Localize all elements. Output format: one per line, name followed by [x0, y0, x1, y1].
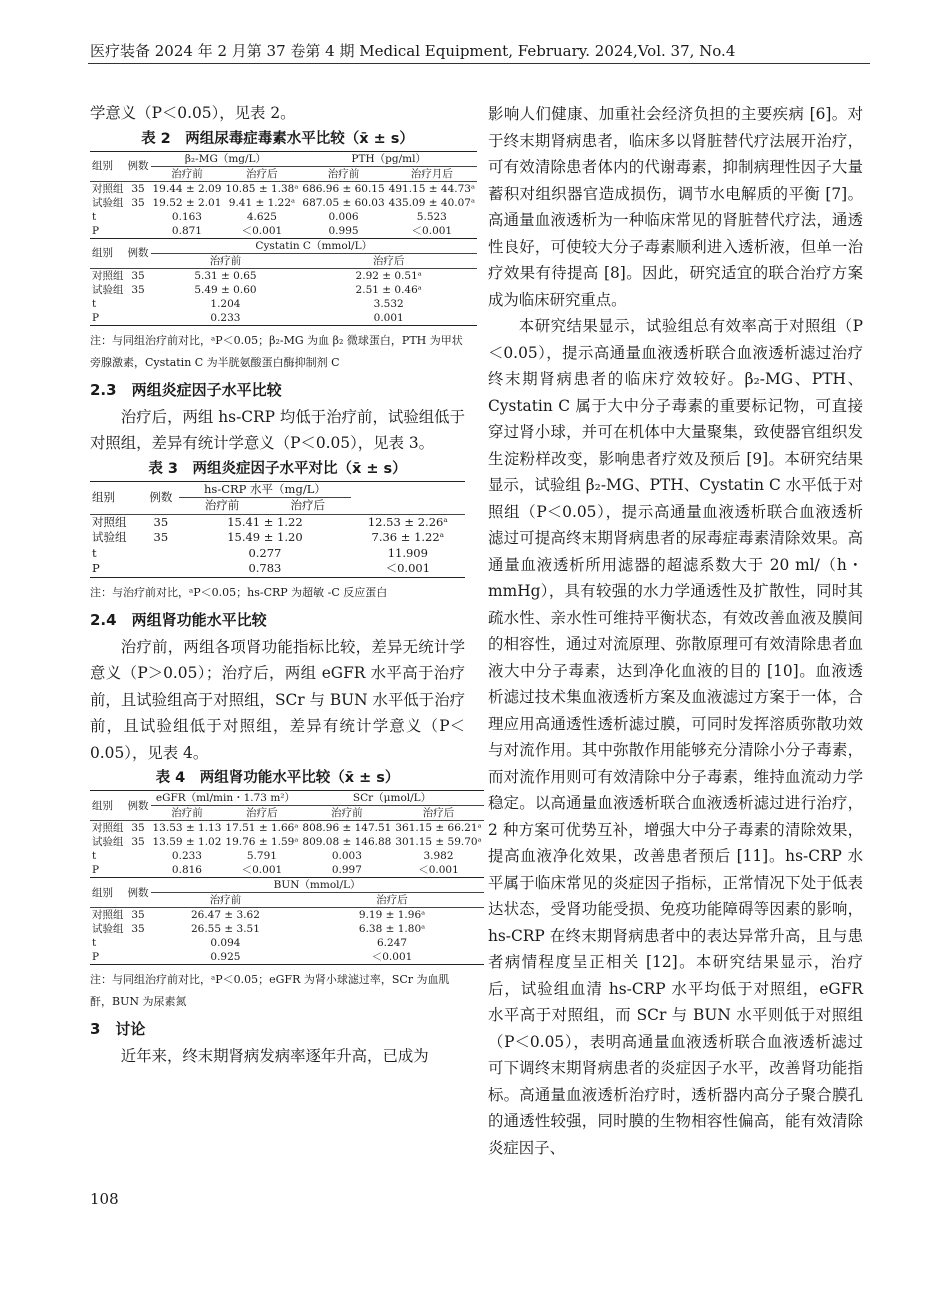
right-column — [488, 101, 863, 1161]
table-cell: P — [92, 864, 100, 876]
table-row — [90, 311, 477, 326]
section-2-4-paragraph: 治疗前，两组各项肾功能指标比较，差异无统计学意义（P＞0.05）；治疗后，两组 eGFR 水平高于治疗前，且试验组高于对照组，SCr 与 BUN 水平低于治疗前，且试验组低于对照组，差异有统计学意义（P＜0.05），见表 4。 — [90, 637, 465, 762]
table-cell: 12.53 ± 2.26ᵃ — [367, 514, 448, 529]
table-cell: 10.85 ± 1.38ᵃ — [225, 182, 299, 195]
table-cell: 9.19 ± 1.96ᵃ — [358, 909, 426, 921]
table-cell: 对照组 — [92, 182, 124, 195]
table-cell — [126, 224, 151, 239]
table-cell: 809.08 ± 146.88 — [302, 836, 392, 848]
left-column — [90, 100, 482, 1070]
table-cell: 35 — [131, 283, 145, 296]
table-cell: t — [92, 545, 97, 560]
table-cell: 1.204 — [210, 297, 241, 310]
running-header: 医疗装备 2024 年 2 月第 37 卷第 4 期 Medical Equipment, February. 2024,Vol. 37, No.4 — [90, 42, 736, 60]
table-cell: 0.163 — [171, 210, 202, 223]
table4-body2 — [90, 908, 484, 965]
table-cell: t — [92, 937, 97, 949]
table-cell: 35 — [153, 530, 169, 544]
table-cell: 13.53 ± 1.13 — [152, 822, 222, 834]
table-cell: 35 — [131, 923, 145, 935]
th-group: 组别 — [92, 160, 113, 172]
intro-paragraph: 学意义（P＜0.05），见表 2。 — [90, 104, 296, 122]
table2-body — [90, 181, 477, 238]
table2-caption: 表 2 两组尿毒症毒素水平比较（x̄ ± s） — [141, 130, 414, 147]
table-cell: 0.001 — [373, 311, 404, 324]
table-cell: 试验组 — [92, 196, 124, 209]
table-row — [90, 514, 465, 530]
th-n: 例数 — [127, 247, 149, 259]
table-cell — [126, 297, 151, 311]
table-row — [90, 283, 477, 297]
th-n: 例数 — [127, 799, 149, 812]
th-before: 治疗前 — [171, 807, 203, 819]
th-group: 组别 — [92, 886, 113, 899]
table-cell: 0.816 — [171, 864, 202, 876]
table2-body2 — [90, 268, 477, 325]
table-cell: 15.49 ± 1.20 — [227, 530, 303, 544]
th-after: 治疗后 — [376, 894, 408, 906]
th-n: 例数 — [127, 886, 149, 899]
table-cell: t — [92, 210, 97, 223]
table-cell: 35 — [131, 836, 145, 848]
section-3-paragraph: 近年来，终末期肾病发病率逐年升高，已成为 — [120, 1047, 429, 1065]
table-row — [90, 863, 484, 878]
table-cell: 试验组 — [92, 836, 124, 848]
th-after: 治疗月后 — [410, 167, 453, 180]
table-cell: 19.44 ± 2.09 — [152, 182, 222, 195]
table-cell: 35 — [131, 909, 145, 921]
table-row — [90, 849, 484, 863]
table-cell: ＜0.001 — [385, 561, 431, 575]
table-cell: 0.925 — [210, 951, 241, 963]
table-cell — [126, 936, 151, 950]
table-cell: 对照组 — [92, 909, 124, 921]
table-cell: ＜0.001 — [418, 864, 459, 876]
table-row — [90, 950, 484, 965]
table-cell: 687.05 ± 60.03 — [302, 196, 385, 209]
table-cell: 35 — [131, 196, 145, 209]
table-cell: 35 — [131, 182, 145, 195]
page-number: 108 — [90, 1190, 119, 1208]
table-cell: 0.997 — [331, 864, 362, 876]
table-cell: 0.003 — [331, 850, 362, 862]
table-cell — [126, 210, 151, 224]
table-cell: 0.006 — [328, 210, 359, 223]
table-cell — [126, 849, 151, 863]
th-pth: PTH（pg/ml） — [300, 151, 477, 166]
table-row — [90, 181, 477, 196]
discussion-paragraph-1: 影响人们健康、加重社会经济负担的主要疾病 [6]。对于终末期肾病患者，临床多以肾脏替代疗法展开治疗，可有效清除患者体内的代谢毒素，抑制病理性因子大量蓄积对组织器官造成损伤，调节水电解质的平衡 [7]。高通量血液透析为一种临床常见的肾脏替代疗法，通透性良好，可使较大分子毒素顺利进入透析液，但单一治疗效果有待提高 [8]。因此，研究适宜的联合治疗方案成为临床研究重点。 — [488, 105, 863, 309]
header-rule — [88, 63, 870, 64]
table3-body — [90, 514, 465, 577]
table-cell: 6.38 ± 1.80ᵃ — [358, 923, 426, 935]
table-cell: t — [92, 297, 97, 310]
table-cell — [126, 863, 151, 878]
table-cell — [142, 561, 179, 577]
th-b2mg: β₂-MG（mg/L） — [151, 151, 301, 166]
section-2-3-heading: 2.3 两组炎症因子水平比较 — [90, 380, 282, 399]
table-cell: ＜0.001 — [371, 951, 413, 963]
table-row — [90, 268, 477, 283]
table-cell: 11.909 — [387, 545, 428, 560]
table-cell — [126, 950, 151, 965]
table-cell: P — [92, 951, 100, 963]
table-cell: 435.09 ± 40.07ᵃ — [388, 196, 475, 209]
table-row — [90, 297, 477, 311]
table-row — [90, 908, 484, 923]
th-before: 治疗前 — [209, 894, 242, 906]
table-cell: 对照组 — [92, 514, 127, 529]
th-after: 治疗后 — [422, 807, 455, 819]
table3 — [90, 481, 465, 578]
discussion-paragraph-2: 本研究结果显示，试验组总有效率高于对照组（P＜0.05），提示高通量血液透析联合血液透析滤过治疗终末期肾病患者的临床疗效较好。β₂-MG、PTH、Cystatin C 属于大中分子毒素的重要标记物，可直接穿过肾小球，并可在机体中大量聚集，致使器官组织发生淀粉样改变，影响患者疗效及预后 [9]。本研究结果显示，试验组 β₂-MG、PTH、Cystatin C 水平低于对照组（P＜0.05），提示高通量血液透析联合血液透析滤过可提高终末期肾病患者的尿毒症毒素清除效果。高通量血液透析所用滤器的超滤系数大于 20 ml/（h・mmHg），具有较强的水力学通透性及扩散性，同时其疏水性、亲水性可维持平衡状态，有效改善血液及膜间的相容性，通过对流原理、弥散原理可有效清除患者血液大中分子毒素，达到净化血液的目的 [10]。血液透析滤过技术集血液透析方案及血液滤过方案于一体，合理应用高通透性透析滤过膜，可同时发挥溶质弥散功效与对流作用。其中弥散作用能够充分清除小分子毒素，而对流作用则可有效清除中分子毒素，维持血流动力学稳定。以高通量血液透析联合血液透析滤过进行治疗，2 种方案可优势互补，增强大中分子毒素的清除效果，提高血液净化效果，改善患者预后 [11]。hs-CRP 水平属于临床常见的炎症因子指标，正常情况下处于低表达状态，受肾功能受损、免疫功能障碍等因素的影响，hs-CRP 在终末期肾病患者中的表达异常升高，且与患者病情程度呈正相关 [12]。本研究结果显示，治疗后，试验组血清 hs-CRP 水平均低于对照组，eGFR 水平高于对照组，而 SCr 与 BUN 水平则低于对照组（P＜0.05），表明高通量血液透析联合血液透析滤过可下调终末期肾病患者的炎症因子水平，改善肾功能指标。高通量血液透析治疗时，透析器内高分子聚合膜孔的通透性较强，同时膜的生物相容性偏高，能有效清除炎症因子、 — [488, 317, 863, 1157]
table-cell: 2.51 ± 0.46ᵃ — [355, 283, 422, 296]
table-cell: 361.15 ± 66.21ᵃ — [395, 822, 482, 834]
th-bun: BUN（mmol/L） — [151, 878, 484, 893]
table-cell: 0.094 — [210, 937, 241, 949]
table-cell: 301.15 ± 59.70ᵃ — [395, 836, 482, 848]
table-cell: 35 — [131, 822, 145, 834]
table-cell: 7.36 ± 1.22ᵃ — [371, 530, 445, 544]
table-cell — [142, 546, 179, 562]
table-cell: 试验组 — [92, 923, 124, 935]
table-cell: 0.995 — [328, 224, 359, 237]
table-cell — [126, 311, 151, 326]
table-row — [90, 196, 477, 210]
table-cell: ＜0.001 — [241, 224, 283, 237]
table-cell: 0.233 — [210, 311, 241, 324]
table2-note: 注：与同组治疗前对比，ᵃP＜0.05；β₂-MG 为血 β₂ 微球蛋白，PTH 为甲状旁腺激素，Cystatin C 为半胱氨酸蛋白酶抑制剂 C — [90, 333, 463, 369]
table2 — [90, 151, 477, 326]
table-cell: 6.247 — [377, 937, 408, 949]
table-cell: 13.59 ± 1.02 — [152, 836, 222, 848]
table-cell: 5.791 — [246, 850, 277, 862]
table-cell: 试验组 — [92, 530, 127, 544]
table-cell: 19.52 ± 2.01 — [152, 196, 222, 209]
table4 — [90, 790, 484, 965]
table3-caption: 表 3 两组炎症因子水平对比（x̄ ± s） — [148, 460, 407, 477]
table-cell: 15.41 ± 1.22 — [227, 514, 303, 529]
table-row — [90, 922, 484, 936]
table-cell: P — [92, 561, 100, 575]
table-cell: 对照组 — [92, 822, 124, 834]
table4-body — [90, 821, 484, 878]
table-row — [90, 561, 465, 577]
table-cell: 26.47 ± 3.62 — [190, 909, 260, 921]
table-cell: 9.41 ± 1.22ᵃ — [228, 196, 296, 209]
th-after: 治疗后 — [372, 254, 405, 267]
th-before: 治疗前 — [171, 167, 203, 180]
table-row — [90, 821, 484, 836]
table-row — [90, 936, 484, 950]
table-cell: P — [92, 224, 100, 237]
table-cell: 4.625 — [246, 210, 277, 223]
th-before: 治疗前 — [209, 254, 242, 267]
table-cell: 5.523 — [416, 210, 447, 223]
table-cell: 2.92 ± 0.51ᵃ — [355, 269, 422, 282]
th-group: 组别 — [92, 489, 115, 504]
th-cystatin: Cystatin C（mmol/L） — [151, 238, 478, 253]
table-cell: 17.51 ± 1.66ᵃ — [225, 822, 299, 834]
th-before: 治疗前 — [331, 807, 363, 819]
th-egfr: eGFR（ml/min・1.73 m²） — [151, 791, 301, 806]
table-row — [90, 546, 465, 562]
table-cell: 0.783 — [248, 561, 282, 575]
table-cell: ＜0.001 — [241, 864, 283, 876]
section-2-3-paragraph: 治疗后，两组 hs-CRP 均低于治疗前，试验组低于对照组，差异有统计学意义（P＜0.05），见表 3。 — [90, 407, 465, 452]
table-cell: 试验组 — [92, 283, 124, 296]
table4-caption: 表 4 两组肾功能水平比较（x̄ ± s） — [155, 770, 400, 786]
table-cell: ＜0.001 — [411, 224, 453, 237]
table-cell: 35 — [153, 514, 169, 529]
table-cell: 686.96 ± 60.15 — [302, 182, 385, 195]
th-hscrp: hs-CRP 水平（mg/L） — [179, 481, 350, 498]
section-3-heading: 3 讨论 — [90, 1020, 146, 1038]
th-scr: SCr（μmol/L） — [300, 791, 483, 806]
table-cell: t — [92, 850, 97, 862]
table-row — [90, 224, 477, 239]
table-cell: 5.31 ± 0.65 — [194, 269, 257, 282]
table-cell: 26.55 ± 3.51 — [190, 923, 260, 935]
table-cell: 0.233 — [171, 850, 202, 862]
th-after: 治疗后 — [246, 807, 278, 819]
table-cell: 35 — [131, 269, 145, 282]
table-row — [90, 530, 465, 546]
th-before: 治疗前 — [327, 167, 360, 180]
table-cell: 3.532 — [373, 297, 404, 310]
th-group: 组别 — [92, 247, 113, 259]
th-group: 组别 — [92, 799, 113, 812]
table-cell: 0.277 — [248, 545, 282, 560]
table-cell: 491.15 ± 44.73ᵃ — [388, 182, 475, 195]
th-after: 治疗后 — [246, 167, 278, 180]
th-after: 治疗后 — [290, 498, 326, 512]
th-n: 例数 — [127, 160, 149, 172]
table-cell: 19.76 ± 1.59ᵃ — [225, 836, 299, 848]
table-cell: 0.871 — [171, 224, 202, 237]
section-2-4-heading: 2.4 两组肾功能水平比较 — [90, 610, 267, 629]
table-cell: 808.96 ± 147.51 — [302, 822, 392, 834]
table-cell: 对照组 — [92, 269, 124, 282]
table-row — [90, 210, 477, 224]
th-n: 例数 — [149, 489, 173, 504]
table3-note: 注：与治疗前对比，ᵃP＜0.05；hs-CRP 为超敏 -C 反应蛋白 — [90, 585, 388, 599]
table-cell: 3.982 — [423, 850, 454, 862]
th-before: 治疗前 — [204, 498, 240, 512]
table-row — [90, 835, 484, 849]
table-cell: 5.49 ± 0.60 — [194, 283, 257, 296]
table-cell: P — [92, 311, 100, 324]
table4-note: 注：与同组治疗前对比，ᵃP＜0.05；eGFR 为肾小球滤过率，SCr 为血肌酐，BUN 为尿素氮 — [90, 973, 450, 1008]
